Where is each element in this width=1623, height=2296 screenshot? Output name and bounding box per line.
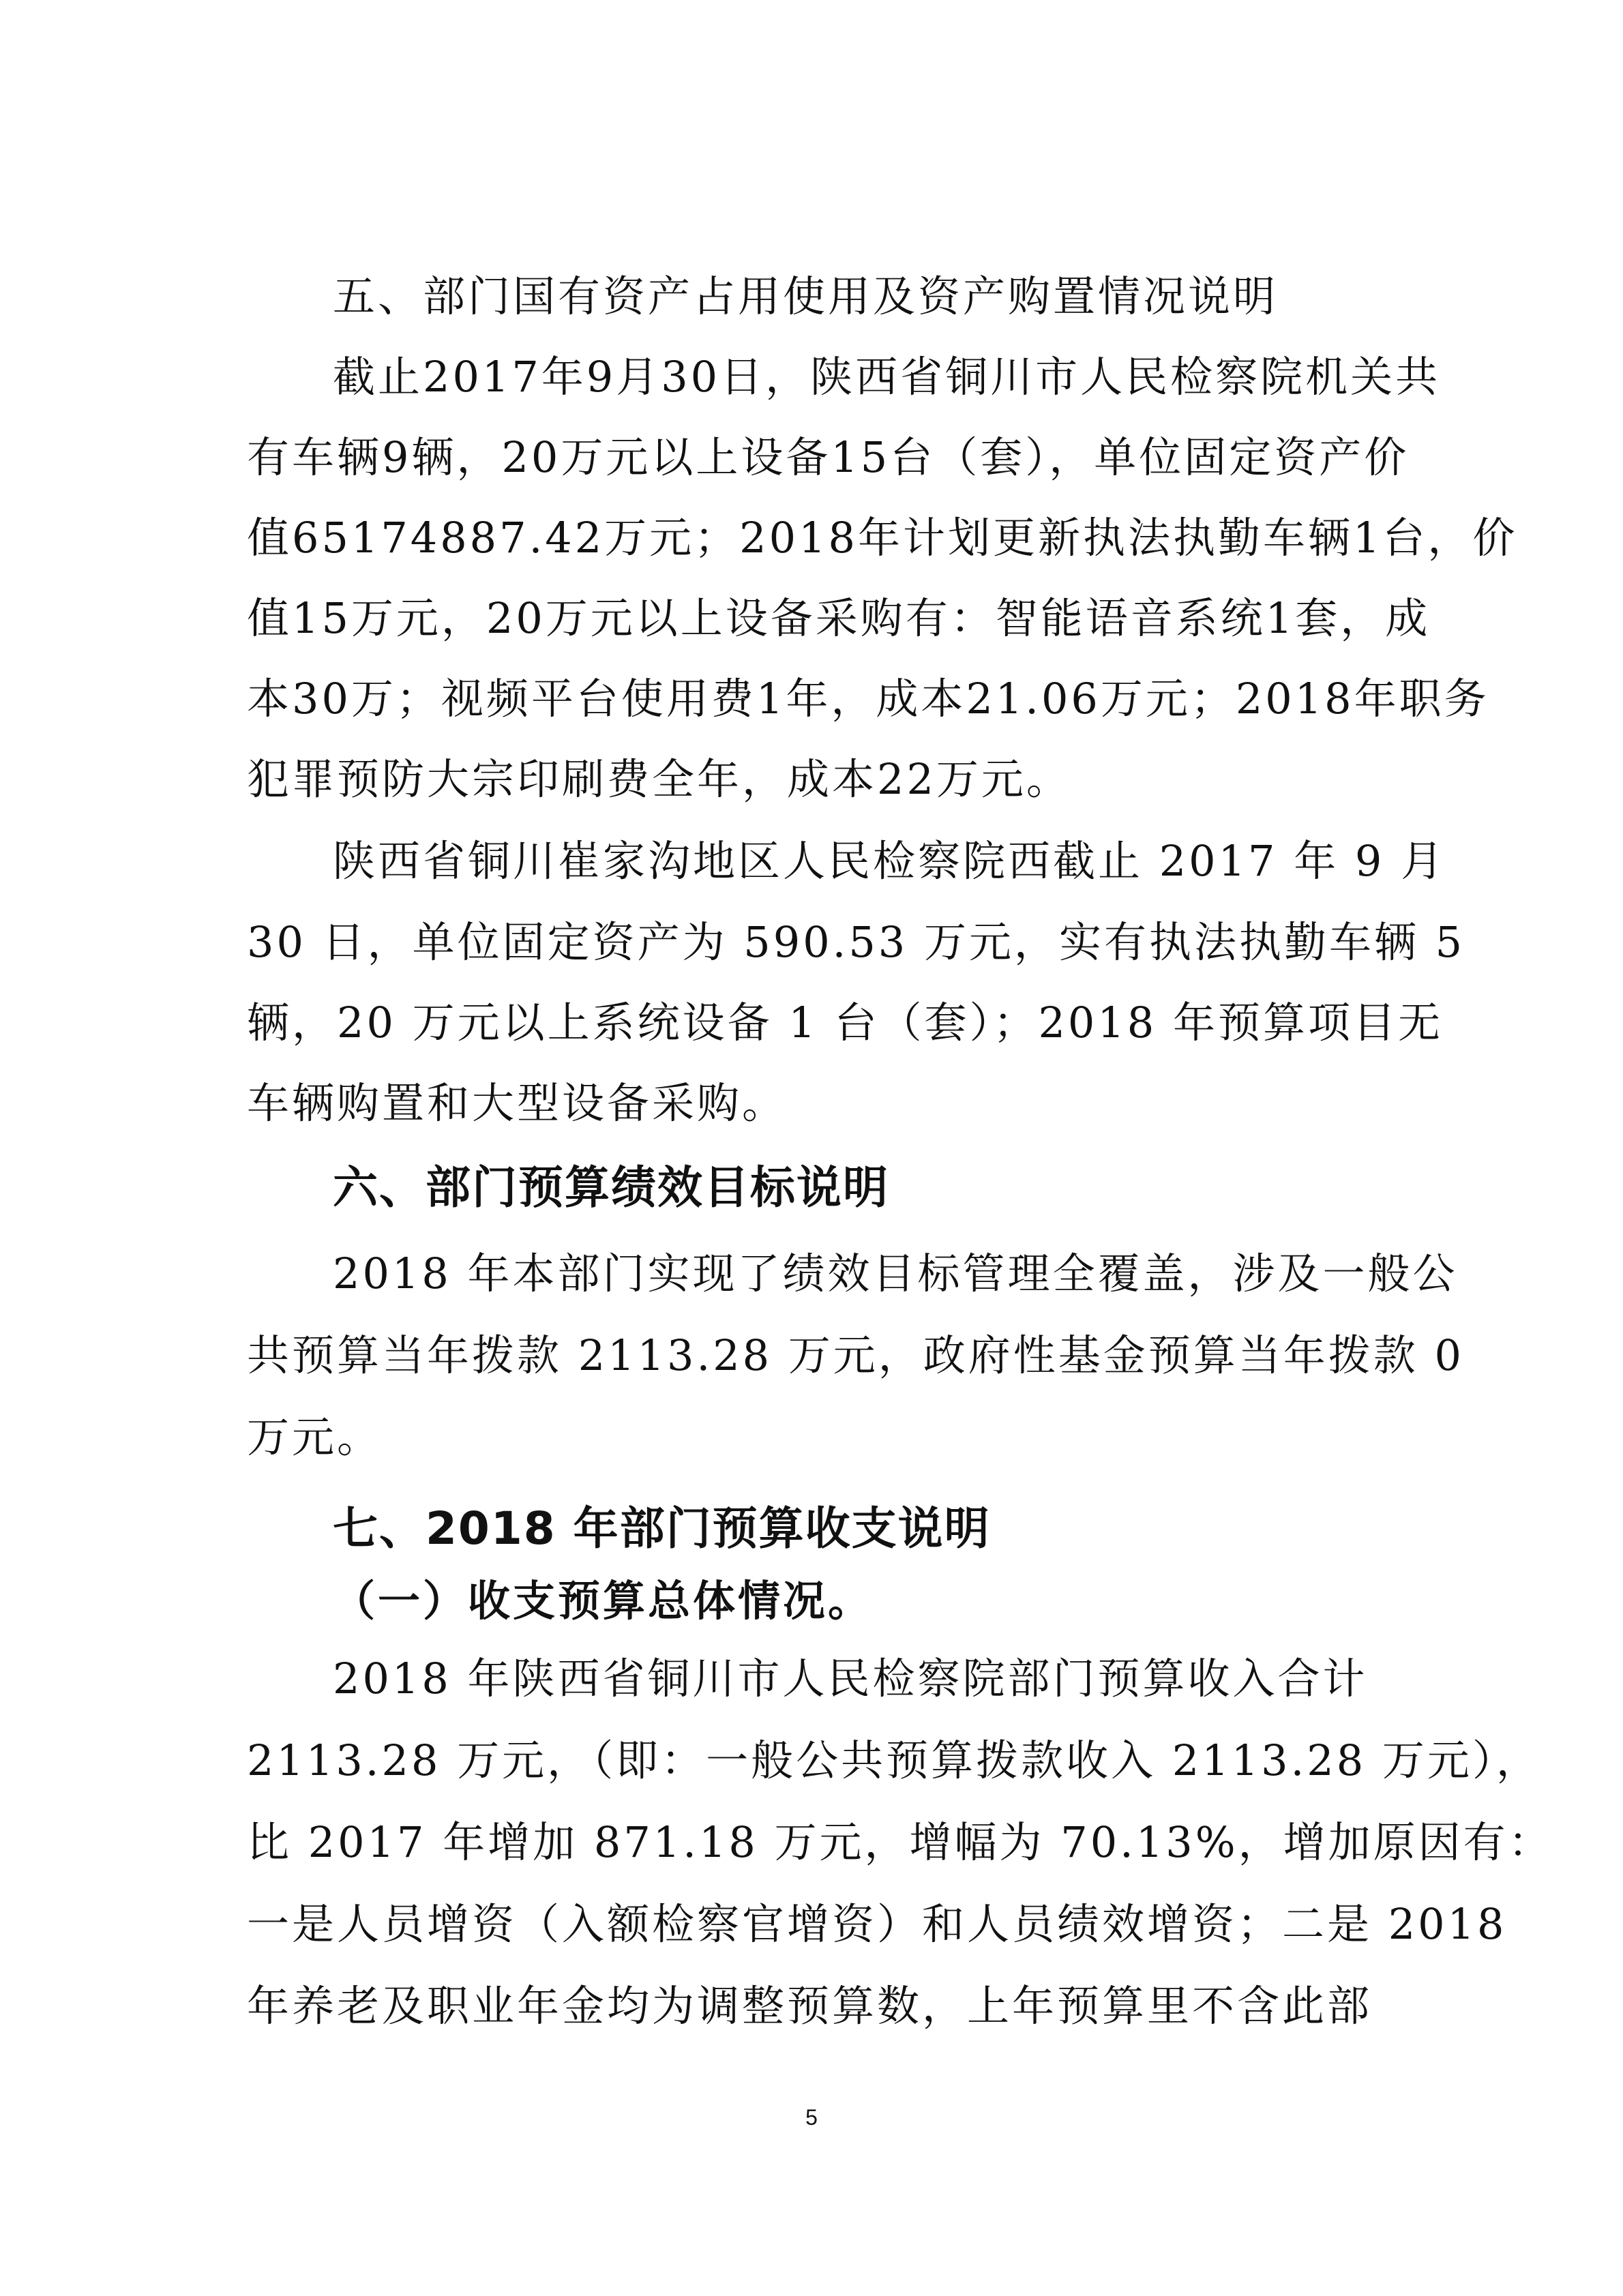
paragraph-line: 万元。 [247,1412,383,1462]
paragraph-line: 一是人员增资（入额检察官增资）和人员绩效增资；二是 2018 [247,1899,1507,1949]
section-6-heading: 六、部门预算绩效目标说明 [333,1161,889,1214]
paragraph-line: 2113.28 万元，（即：一般公共预算拨款收入 2113.28 万元）， [247,1735,1541,1785]
page-number: 5 [805,2105,818,2130]
paragraph-line: 值65174887.42万元；2018年计划更新执法执勤车辆1台，价 [247,513,1518,563]
section-5-title: 五、部门国有资产占用使用及资产购置情况说明 [333,271,1279,321]
paragraph-line: 年养老及职业年金均为调整预算数，上年预算里不含此部 [247,1981,1373,2031]
paragraph-line: 车辆购置和大型设备采购。 [247,1078,788,1128]
paragraph-line: 2018 年陕西省铜川市人民检察院部门预算收入合计 [333,1654,1368,1703]
paragraph-line: 共预算当年拨款 2113.28 万元，政府性基金预算当年拨款 0 [247,1330,1464,1380]
paragraph-line: 有车辆9辆，20万元以上设备15台（套），单位固定资产价 [247,432,1410,482]
paragraph-line: 比 2017 年增加 871.18 万元，增幅为 70.13%，增加原因有： [247,1817,1553,1867]
paragraph-line: 犯罪预防大宗印刷费全年，成本22万元。 [247,754,1071,804]
subsection-1-heading: （一）收支预算总体情况。 [333,1576,874,1626]
paragraph-line: 值15万元，20万元以上设备采购有：智能语音系统1套，成 [247,593,1431,643]
paragraph-line: 30 日，单位固定资产为 590.53 万元，实有执法执勤车辆 5 [247,917,1465,967]
section-7-heading: 七、2018 年部门预算收支说明 [333,1502,991,1555]
paragraph-line: 本30万；视频平台使用费1年，成本21.06万元；2018年职务 [247,674,1489,724]
paragraph-line: 辆，20 万元以上系统设备 1 台（套）；2018 年预算项目无 [247,998,1443,1047]
paragraph-line: 截止2017年9月30日，陕西省铜川市人民检察院机关共 [333,352,1441,402]
paragraph-line: 2018 年本部门实现了绩效目标管理全覆盖，涉及一般公 [333,1249,1458,1298]
paragraph-line: 陕西省铜川崔家沟地区人民检察院西截止 2017 年 9 月 [333,836,1446,886]
